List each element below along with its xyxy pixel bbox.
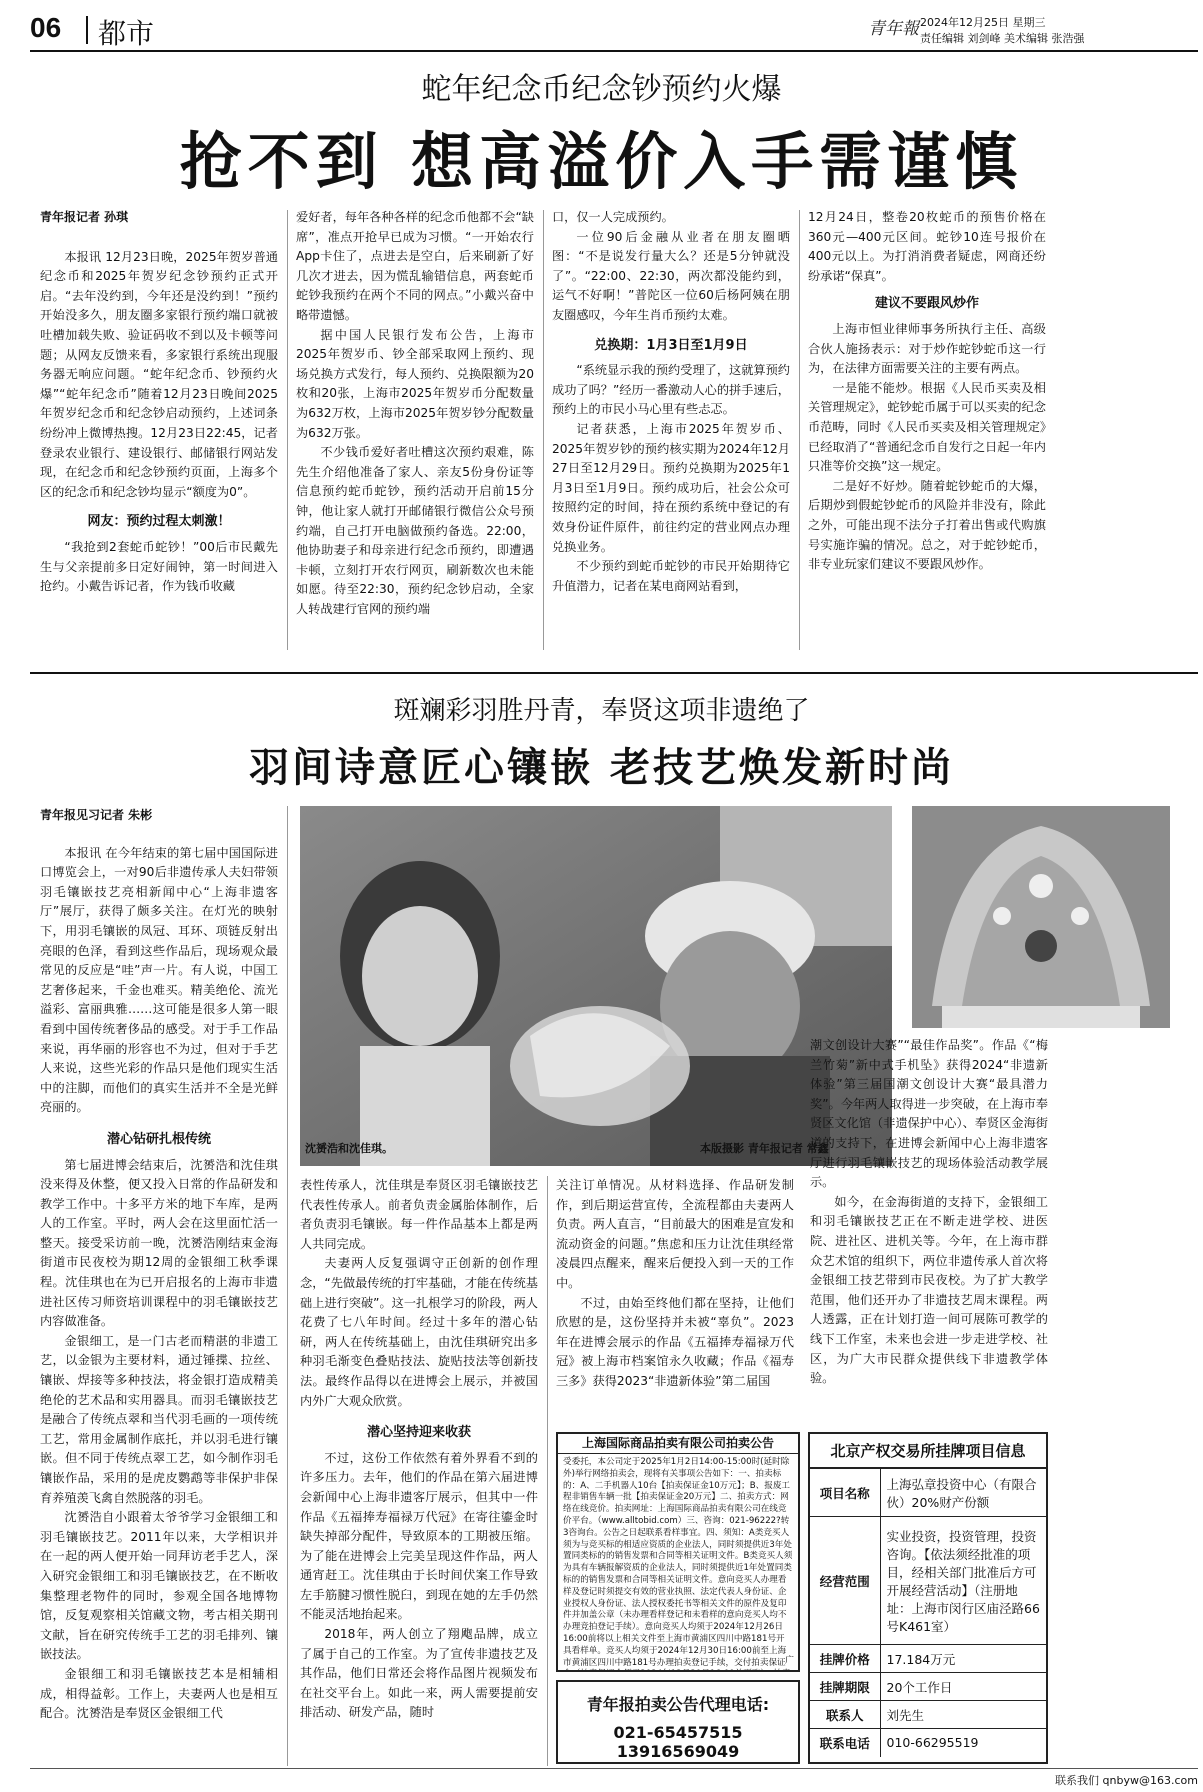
article1-para: “系统显示我的预约受理了，这就算预约成功了吗？”经历一番激动人心的拼手速后，预约上的市民小马心里有些忐忑。 — [552, 363, 790, 417]
article2-para: 不过，这份工作依然有着外界看不到的许多压力。去年，他们的作品在第六届进博会新闻中心上海非遗客厅展示，但其中一件作品《五福捧寿福禄万代冠》在寄往鎏金时缺失掉部分配件，导致原本的工期被压缩。为了能在进博会上完美呈现这件作品，两人通宵赶工。沈佳琪由于长时间伏案工作导致左手筋腱习惯性脱臼，到现在她的左手仍然不能灵活地抬起来。 — [300, 1450, 538, 1622]
auction-title: 上海国际商品拍卖有限公司拍卖公告 — [558, 1434, 798, 1454]
table-row — [810, 1517, 1046, 1645]
article1-subtitle: 蛇年纪念币纪念钞预约火爆 — [421, 72, 782, 107]
auction-body: 受委托，本公司定于2025年1月2日14:00-15:00时(延时除外)举行网络拍卖会，现将有关事项公告如下：一、拍卖标的：A、二手机器人10台【拍卖保证金10万元】；B、报废工程非销售车辆一批【拍卖保证金20万元】二、拍卖方式：网络在线竞价。拍卖网址：上海国际商品拍卖有限公司在线竞价平台。（www.alltobid.com）三、咨询：021-96222?转3咨询台。公告之日起联系看样事宜。四、须知：A类竞买人须为与竞买标的相适应资质的企业法人，同时须提供近3年处置同类标的的销售发票和合同等相关证明文件。B类竞买人须为具有车辆报解资质的企业法人，同时须提供近1年处置同类标的的销售发票和合同等相关证明文件。意向竞买人办理看样及登记时须提交有效的营业执照、法定代表人身份证、企业授权人身份证、法人授权委托书等相关文件的原件及复印件并加盖公章（未办理看样登记和未看样的意向竞买人均不办理竞拍登记手续）。意向竞买人均须于2024年12月26日16:00前将以上相关文件至上海市黄浦区四川中路181号开具看样单。竞买人均须于2024年12月30日16:00前至上海市黄浦区四川中路181号办理拍卖登记手续，交付拍卖保证 — [563, 1457, 793, 1668]
article1-para: 据中国人民银行发布公告，上海市2025年贺岁币、钞全部采取网上预约、现场兑换方式发行，每人预约、兑换限额为20枚和20张，上海市2025年贺岁币分配数量为632万枚，上海市2025年贺岁钞分配数量为632万张。 — [296, 327, 534, 440]
headdress-photo — [912, 806, 1170, 1028]
photo-credit: 本版摄影 青年报记者 常鑫 — [700, 1142, 829, 1155]
auction-agent-box — [556, 1680, 800, 1764]
article1-col1 — [40, 208, 278, 597]
article1-para: 口，仅一人完成预约。 — [552, 210, 674, 224]
article2-para: 2018年，两人创立了翔飑品牌，成立了属于自己的工作室。为了宣传非遗技艺及其作品，他们日常还会将作品图片视频发布在社交平台上。如此一来，两人需要提前安排活动、研发产品，随时 — [300, 1627, 538, 1720]
article1-para: 本报讯 12月23日晚，2025年贺岁普通纪念币和2025年贺岁纪念钞预约正式开启。“去年没约到，今年还是没约到！”预约开始没多久，朋友圈多家银行预约端口就被吐槽加载失败、验证码收不到以及卡顿等问题；从网友反馈来看，多家银行系统出现服务器无响应问题。“蛇年纪念币、钞预约火爆”“蛇年纪念币”随着12月23日晚间2025年贺岁纪念币和纪念钞启动预约，上述词条纷纷冲上微博热搜。12月23日22:45，记者登录农业银行、建设银行、邮储银行网站发现，在纪念币和纪念钞预约页面，上海多个区的纪念币和纪念钞均显示“额度为0”。 — [40, 249, 278, 499]
article1-para: 不少预约到蛇币蛇钞的市民开始期待它升值潜力，记者在某电商网站看到， — [552, 559, 790, 593]
column-rule — [543, 210, 544, 650]
column-rule — [547, 1176, 548, 1766]
article1-col3 — [552, 208, 790, 596]
artisans-photo-image — [300, 806, 892, 1166]
bj-value: 20个工作日 — [880, 1673, 1046, 1701]
article1-subhead-exchange: 兑换期：1月3日至1月9日 — [594, 337, 748, 353]
article2-para: 如今，在金海街道的支持下，金银细工和羽毛镶嵌技艺正在不断走进学校、进医院、进社区、进机关等。今年，在上海市群众艺术馆的组织下，两位非遗传承人首次将金银细工技艺带到市民夜校。为了扩大教学范围，他们还开办了非遗技艺周末课程。两人透露，正在计划打造一间可展陈可教学的线下工作室，未来也会进一步走进学校、社区，为广大市民群众提供线下非遗教学体验。 — [810, 1194, 1048, 1386]
article1-col4 — [808, 208, 1046, 575]
bj-title: 北京产权交易所挂牌项目信息 — [810, 1434, 1046, 1468]
article2-para: 潮文创设计大赛”“最佳作品奖”。作品《“梅兰竹菊”新中式手机坠》获得2024“非遗新体验”第三届国潮文创设计大赛“最具潜力奖”。今年两人取得进一步突破，在上海市奉贤区文化馆（非遗保护中心）、奉贤区金海街道的支持下，在进博会新闻中心上海非遗客厅进行羽毛镶嵌技艺的现场体验活动教学展示。 — [810, 1038, 1048, 1190]
section-title: 都市 — [98, 17, 155, 50]
auction-notice — [556, 1432, 800, 1672]
article2-col3 — [556, 1176, 794, 1392]
table-row — [810, 1469, 1046, 1517]
bj-value: 17.184万元 — [880, 1645, 1046, 1673]
agent-label: 青年报拍卖公告代理电话: — [586, 1695, 770, 1714]
table-row — [810, 1701, 1046, 1729]
article2-para: 夫妻两人反复强调守正创新的创作理念，“先做最传统的打牢基础，才能在传统基础上进行突破”。这一扎根学习的阶段，两人花费了七八年时间。经过十多年的潜心钻研，两人在传统基础上，由沈佳琪研究出多种羽毛渐变色叠贴技法、旋贴技法等创新技法。最终作品得以在进博会上展示，并被国内外广大观众欣赏。 — [300, 1256, 538, 1408]
agent-phones: 021-65457515 13916569049 — [613, 1723, 743, 1761]
bj-value: 刘先生 — [880, 1701, 1046, 1729]
footer-contact — [30, 1772, 1198, 1792]
bj-key: 经营范围 — [810, 1517, 880, 1645]
article-separator — [30, 672, 1198, 674]
article2-subhead-2: 潜心坚持迎来收获 — [366, 1425, 471, 1441]
article1-subhead-netizen: 网友：预约过程太刺激！ — [87, 514, 231, 530]
column-rule — [287, 210, 288, 650]
article2-col1 — [40, 806, 278, 1724]
bj-key: 挂牌价格 — [810, 1645, 880, 1673]
article1-para: 上海市恒业律师事务所执行主任、高级合伙人施扬表示：对于炒作蛇钞蛇币这一行为，在法律方面需要关注的主要有两点。 — [808, 321, 1046, 376]
bj-value: 实业投资，投资管理，投资咨询。【依法须经批准的项目，经相关部门批准后方可开展经营活动】（注册地址：上海市闵行区庙泾路66号K461室） — [880, 1517, 1046, 1645]
column-rule — [287, 806, 288, 1766]
article1-col2 — [296, 208, 534, 619]
bj-key: 项目名称 — [810, 1469, 880, 1517]
article1-byline: 青年报记者 孙琪 — [40, 210, 129, 224]
bj-value: 上海弘章投资中心（有限合伙）20%财产份额 — [880, 1469, 1046, 1517]
article1-para: 一是能不能炒。根据《人民币买卖及相关管理规定》，蛇钞蛇币属于可以买卖的纪念币范畴，同时《人民币买卖及相关管理规定》已经取消了“普通纪念币自发行之日起一年内只准等价交换”这一规定。 — [808, 380, 1046, 474]
header-rule — [30, 50, 1198, 52]
table-row — [810, 1729, 1046, 1757]
article1-title: 抢不到 想高溢价入手需谨慎 — [179, 125, 1024, 198]
article2-para: 不过，由始至终他们都在坚持，让他们欣慰的是，这份坚持并未被“辜负”。2023年在进博会展示的作品《五福捧寿福禄万代冠》被上海市档案馆永久收藏；作品《福寿三多》获得2023“非遗新体验”第二届国 — [556, 1295, 794, 1388]
table-row — [810, 1645, 1046, 1673]
article2-para: 第七届进博会结束后，沈赟浩和沈佳琪没来得及休整，便又投入日常的作品研发和教学工作中。十多平方米的地下车库，是两人的工作室。平时，两人会在这里面忙活一整天。接受采访前一晚，沈赟浩刚结束金海街道市民夜校为期12周的金银细工秋季课程。沈佳琪也在为已开启报名的上海市非遗进社区传习师资培训课程中的羽毛镶嵌技艺内容做准备。 — [40, 1157, 278, 1329]
article2-para: 沈赟浩自小跟着太爷爷学习金银细工和羽毛镶嵌技艺。2011年以来，大学相识并在一起的两人便开始一同拜访老手艺人，深入研究金银细工和羽毛镶嵌技艺，在不断收集整理老物件的同时，参观全国各地博物馆，反复观察相关馆藏文物，考古相关期刊文献，旨在研究传统手工艺的羽毛排列、镶嵌技法。 — [40, 1510, 278, 1662]
article2-byline: 青年报见习记者 朱彬 — [40, 808, 153, 822]
article1-para: “我抢到2套蛇币蛇钞！”00后市民戴先生与父亲提前多日定好闹钟，第一时间进入抢约。小戴告诉记者，作为钱币收藏 — [40, 539, 278, 594]
article2-para: 关注订单情况。从材料选择、作品研发制作，到后期运营宣传，全流程都由夫妻两人负责。两人直言，“目前最大的困难是宣发和流动资金的问题。”焦虑和压力让沈佳琪经常凌晨四点醒来，醒来后便投入到一天的工作中。 — [556, 1178, 794, 1290]
issue-date: 2024年12月25日 星期三 — [920, 16, 1046, 29]
article2-lead: 本报讯 在今年结束的第七届中国国际进口博览会上，一对90后非遗传承人夫妇带领羽毛镶嵌技艺亮相新闻中心“上海非遗客厅”展厅，获得了颇多关注。在灯光的映射下，用羽毛镶嵌的凤冠、耳环、项链反射出亮眼的色泽，看到这些作品后，现场观众最常见的反应是“哇”声一片。有人说，中国工艺奢侈起来，千金也难买。精美绝伦、流光溢彩、富丽典雅……这可能是很多人第一眼看到中国传统奢侈品的感受。对于手工作品来说，再华丽的形容也不为过，但对于手艺人来说，这些光彩的作品只是他们现实生活中的注脚，而他们的真实生活并不全是光鲜亮丽的。 — [40, 845, 278, 1115]
artisans-photo — [300, 806, 892, 1166]
page-number: 06 — [30, 12, 62, 43]
headdress-photo-image — [912, 806, 1170, 1028]
article2-col4 — [810, 1036, 1048, 1389]
bj-key: 联系电话 — [810, 1729, 880, 1757]
article2-para: 金银细工，是一门古老而精湛的非遗工艺，以金银为主要材料，通过锤揲、拉丝、镶嵌、焊接等多种技法，将金银打造成精美绝伦的艺术品和实用器具。而羽毛镶嵌技艺是融合了传统点翠和当代羽毛画的一项传统工艺，常用金属制作底托，并以羽毛进行镶嵌。但不同于传统点翠工艺，如今制作羽毛镶嵌作品，采用的是虎皮鹦鹉等非保护非保育养殖羡飞禽自然脱落的羽毛。 — [40, 1333, 278, 1505]
article1-para: 二是好不好炒。随着蛇钞蛇币的大爆，后期炒到假蛇钞蛇币的风险并非没有，除此之外，可能出现不法分子打着出售或代购旗号实施诈骗的情况。总之，对于蛇钞蛇币，非专业玩家们建议不要跟风炒作。 — [808, 478, 1046, 572]
photo-caption-left: 沈赟浩和沈佳琪。 — [305, 1142, 393, 1155]
article2-para: 表性传承人，沈佳琪是奉贤区羽毛镶嵌技艺代表性传承人。前者负责金属胎体制作，后者负责羽毛镶嵌。每一件作品基本上都是两人共同完成。 — [300, 1178, 538, 1251]
bj-table — [810, 1468, 1046, 1757]
table-row — [810, 1673, 1046, 1701]
bj-key: 挂牌期限 — [810, 1673, 880, 1701]
article1-para: 不少钱币爱好者吐槽这次预约艰难，陈先生介绍他准备了家人、亲友5份身份证等信息预约蛇币蛇钞，预约活动开启前15分钟，他让家人就打开邮储银行微信公众号预约端，自己打开电脑做预约备选。22:00，他协助妻子和母亲进行纪念币预约，即遭遇卡顿，立刻打开农行网页，刷新数次也未能如愿。待至22:30，预约纪念钞启动，全家人转战建行官网的预约端 — [296, 445, 534, 616]
article1-para: 记者获悉，上海市2025年贺岁币、2025年贺岁钞的预约核实期为2024年12月27日至12月29日。预约兑换期为2025年1月3日至1月9日。预约成功后，社会公众可按照约定的时间，持在预约系统中登记的有效身份证件原件，前往约定的营业网点办理兑换业务。 — [552, 421, 790, 554]
article2-subtitle: 斑斓彩羽胜丹青，奉贤这项非遗绝了 — [393, 696, 810, 726]
article2-para: 金银细工和羽毛镶嵌技艺本是相辅相成，相得益彰。工作上，夫妻两人也是相互配合。沈赟浩是奉贤区金银细工代 — [40, 1666, 278, 1721]
contact-email[interactable]: 联系我们 qnbyw@163.com — [1055, 1774, 1198, 1787]
header-divider — [86, 16, 88, 44]
bj-exchange-box — [808, 1432, 1048, 1764]
newspaper-logo: 青年報 — [868, 19, 919, 39]
ad-mark: 广 — [784, 1656, 794, 1666]
bj-key: 联系人 — [810, 1701, 880, 1729]
article1-para: 爱好者，每年各种各样的纪念币他都不会“缺席”，准点开抢早已成为习惯。“一开始农行App卡住了，点进去是空白，后来刷新了好几次才进去，因为慌乱输错信息，两套蛇币蛇钞我预约在两个不同的网点。”小戴兴奋中略带遗憾。 — [296, 210, 534, 322]
article2-col2 — [300, 1176, 538, 1723]
article1-para: 12月24日，整卷20枚蛇币的预售价格在360元—400元区间。蛇钞10连号报价在400元以上。为打消消费者疑虑，网商还纷纷承诺“保真”。 — [808, 210, 1046, 283]
editors: 责任编辑 刘剑峰 美术编辑 张浩强 — [920, 32, 1085, 45]
footer-rule — [30, 1768, 1198, 1769]
column-rule — [799, 210, 800, 650]
article1-para: 一位90后金融从业者在朋友圈晒图：“不是说发行量大么？还是5分钟就没了”。“22:00、22:30，两次都没能约到，运气不好啊！”普陀区一位60后杨阿姨在朋友圈感叹，今年生肖币预约太难。 — [552, 229, 790, 322]
bj-value: 010-66295519 — [880, 1729, 1046, 1757]
article2-title: 羽间诗意匠心镶嵌 老技艺焕发新时尚 — [249, 745, 954, 791]
article2-subhead-1: 潜心钻研扎根传统 — [106, 1131, 211, 1147]
article1-subhead-advice: 建议不要跟风炒作 — [874, 296, 979, 312]
